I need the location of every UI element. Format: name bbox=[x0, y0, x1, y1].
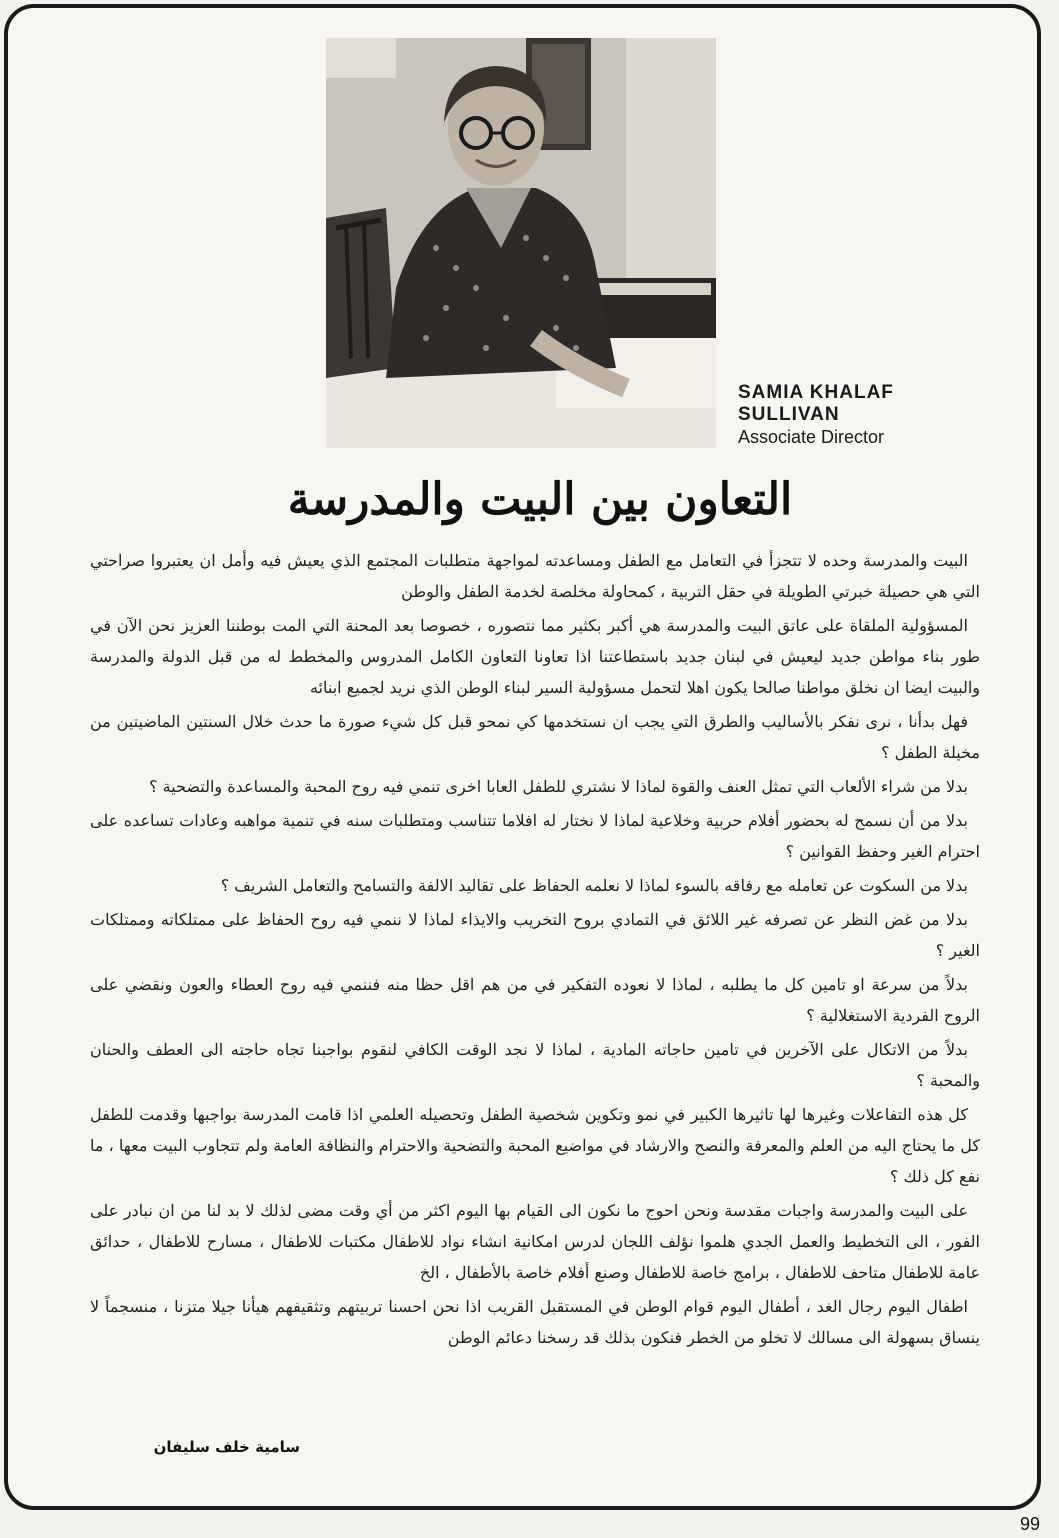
portrait-photo bbox=[326, 38, 716, 448]
portrait-illustration bbox=[326, 38, 716, 448]
article-body bbox=[90, 545, 980, 1356]
article-paragraph: بدلا من غض النظر عن تصرفه غير اللائق في التمادي بروح التخريب والايذاء لماذا لا ننمي فيه روح الحفاظ على ممتلكاته وممتلكات الغير ؟ bbox=[90, 910, 980, 960]
article-paragraph: فهل بدأنا ، نرى نفكر بالأساليب والطرق التي يجب ان نستخدمها كي نمحو قبل كل شيء صورة ما حدث خلال السنتين الماضيتين من مخيلة الطفل ؟ bbox=[90, 712, 980, 762]
photo-caption bbox=[738, 382, 978, 448]
article-paragraph: على البيت والمدرسة واجبات مقدسة ونحن احوج ما نكون الى القيام بها اليوم اكثر من أي وقت مضى لذلك لا بد لنا من ان نبادر على الفور ، الى التخطيط والعمل الجدي هلموا نؤلف اللجان لدرس امكانية انشاء نواد للاطفال مكتبات للاطفال ، مسارح للاطفال ، حدائق عامة للاطفال متاحف للاطفال ، برامج خاصة للاطفال وصنع أفلام خاصة بالأطفال ، الخ bbox=[90, 1201, 981, 1282]
page-number: 99 bbox=[1020, 1514, 1041, 1534]
article-paragraph: اطفال اليوم رجال الغد ، أطفال اليوم قوام الوطن في المستقبل القريب اذا نحن احسنا تربيتهم وتثقيفهم هيأنا جيلا متزنا ، منسجماً لا ينساق بسهولة الى مسالك لا تخلو من الخطر فنكون بذلك قد رسخنا دعائم الوطن bbox=[90, 1297, 980, 1347]
article-paragraph: البيت والمدرسة وحده لا تتجزأ في التعامل مع الطفل ومساعدته لمواجهة متطلبات المجتمع الذي يعيش فيه وأمل ان يعتبروا صراحتي التي هي حصيلة خبرتي الطويلة في حقل التربية ، كمحاولة مخلصة لخدمة الطفل والوطن bbox=[90, 551, 980, 601]
caption-name-line1: SAMIA KHALAF bbox=[738, 382, 894, 403]
article-paragraph: بدلاً من سرعة او تامين كل ما يطلبه ، لماذا لا نعوده التفكير في من هم اقل حظا منه فننمي فيه روح العطاء والعون ونقضي على الروح الفردية الاستغلالية ؟ bbox=[90, 975, 980, 1025]
article-paragraph: بدلا من أن نسمح له بحضور أفلام حربية وخلاعية لماذا لا نختار له افلاما تتناسب ومتطلبات سنه في تنمية مواهبه وعادات تساعده على احترام الغير وحفظ القوانين ؟ bbox=[90, 811, 980, 861]
caption-name-line2: SULLIVAN bbox=[738, 404, 840, 425]
article-paragraph: كل هذه التفاعلات وغيرها لها تاثيرها الكبير في نمو وتكوين شخصية الطفل وتحصيله العلمي اذا قامت المدرسة بواجبها وقدمت للطفل كل ما يحتاج اليه من العلم والمعرفة والنصح والارشاد في مواضيع المحبة والتضحية والاحترام والنظافة العامة ولم تتجاوب البيت معها ، ما نفع كل ذلك ؟ bbox=[90, 1105, 980, 1186]
article-paragraph: بدلاً من الاتكال على الآخرين في تامين حاجاته المادية ، لماذا لا نجد الوقت الكافي لنقوم بواجبنا تجاه حاجته الى العطف والحنان والمحبة ؟ bbox=[90, 1040, 980, 1090]
article-paragraph: بدلا من السكوت عن تعامله مع رفاقه بالسوء لماذا لا نعلمه الحفاظ على تقاليد الالفة والتسامح والتعامل الشريف ؟ bbox=[220, 876, 968, 895]
article-paragraph: المسؤولية الملقاة على عاتق البيت والمدرسة هي أكبر بكثير مما نتصوره ، خصوصا بعد المحنة التي المت بوطننا العزيز نحن الآن في طور بناء مواطن جديد ليعيش في لبنان جديد باستطاعتنا اذا تعاونا التعاون الكامل المدروس والمخطط له من قبل الدولة والمدرسة والبيت ايضا ان نخلق مواطنا صالحا يكون اهلا لتحمل مسؤولية السير لبناء الوطن الذي نريد لجميع ابنائه bbox=[90, 616, 980, 697]
article-headline: التعاون بين البيت والمدرسة bbox=[287, 474, 793, 525]
author-signature: سامية خلف سليفان bbox=[153, 1438, 300, 1456]
article-paragraph: بدلا من شراء الألعاب التي تمثل العنف والقوة لماذا لا نشتري للطفل العابا اخرى تنمي فيه روح المحبة والمساعدة والتضحية ؟ bbox=[149, 777, 968, 796]
caption-title: Associate Director bbox=[738, 427, 885, 447]
